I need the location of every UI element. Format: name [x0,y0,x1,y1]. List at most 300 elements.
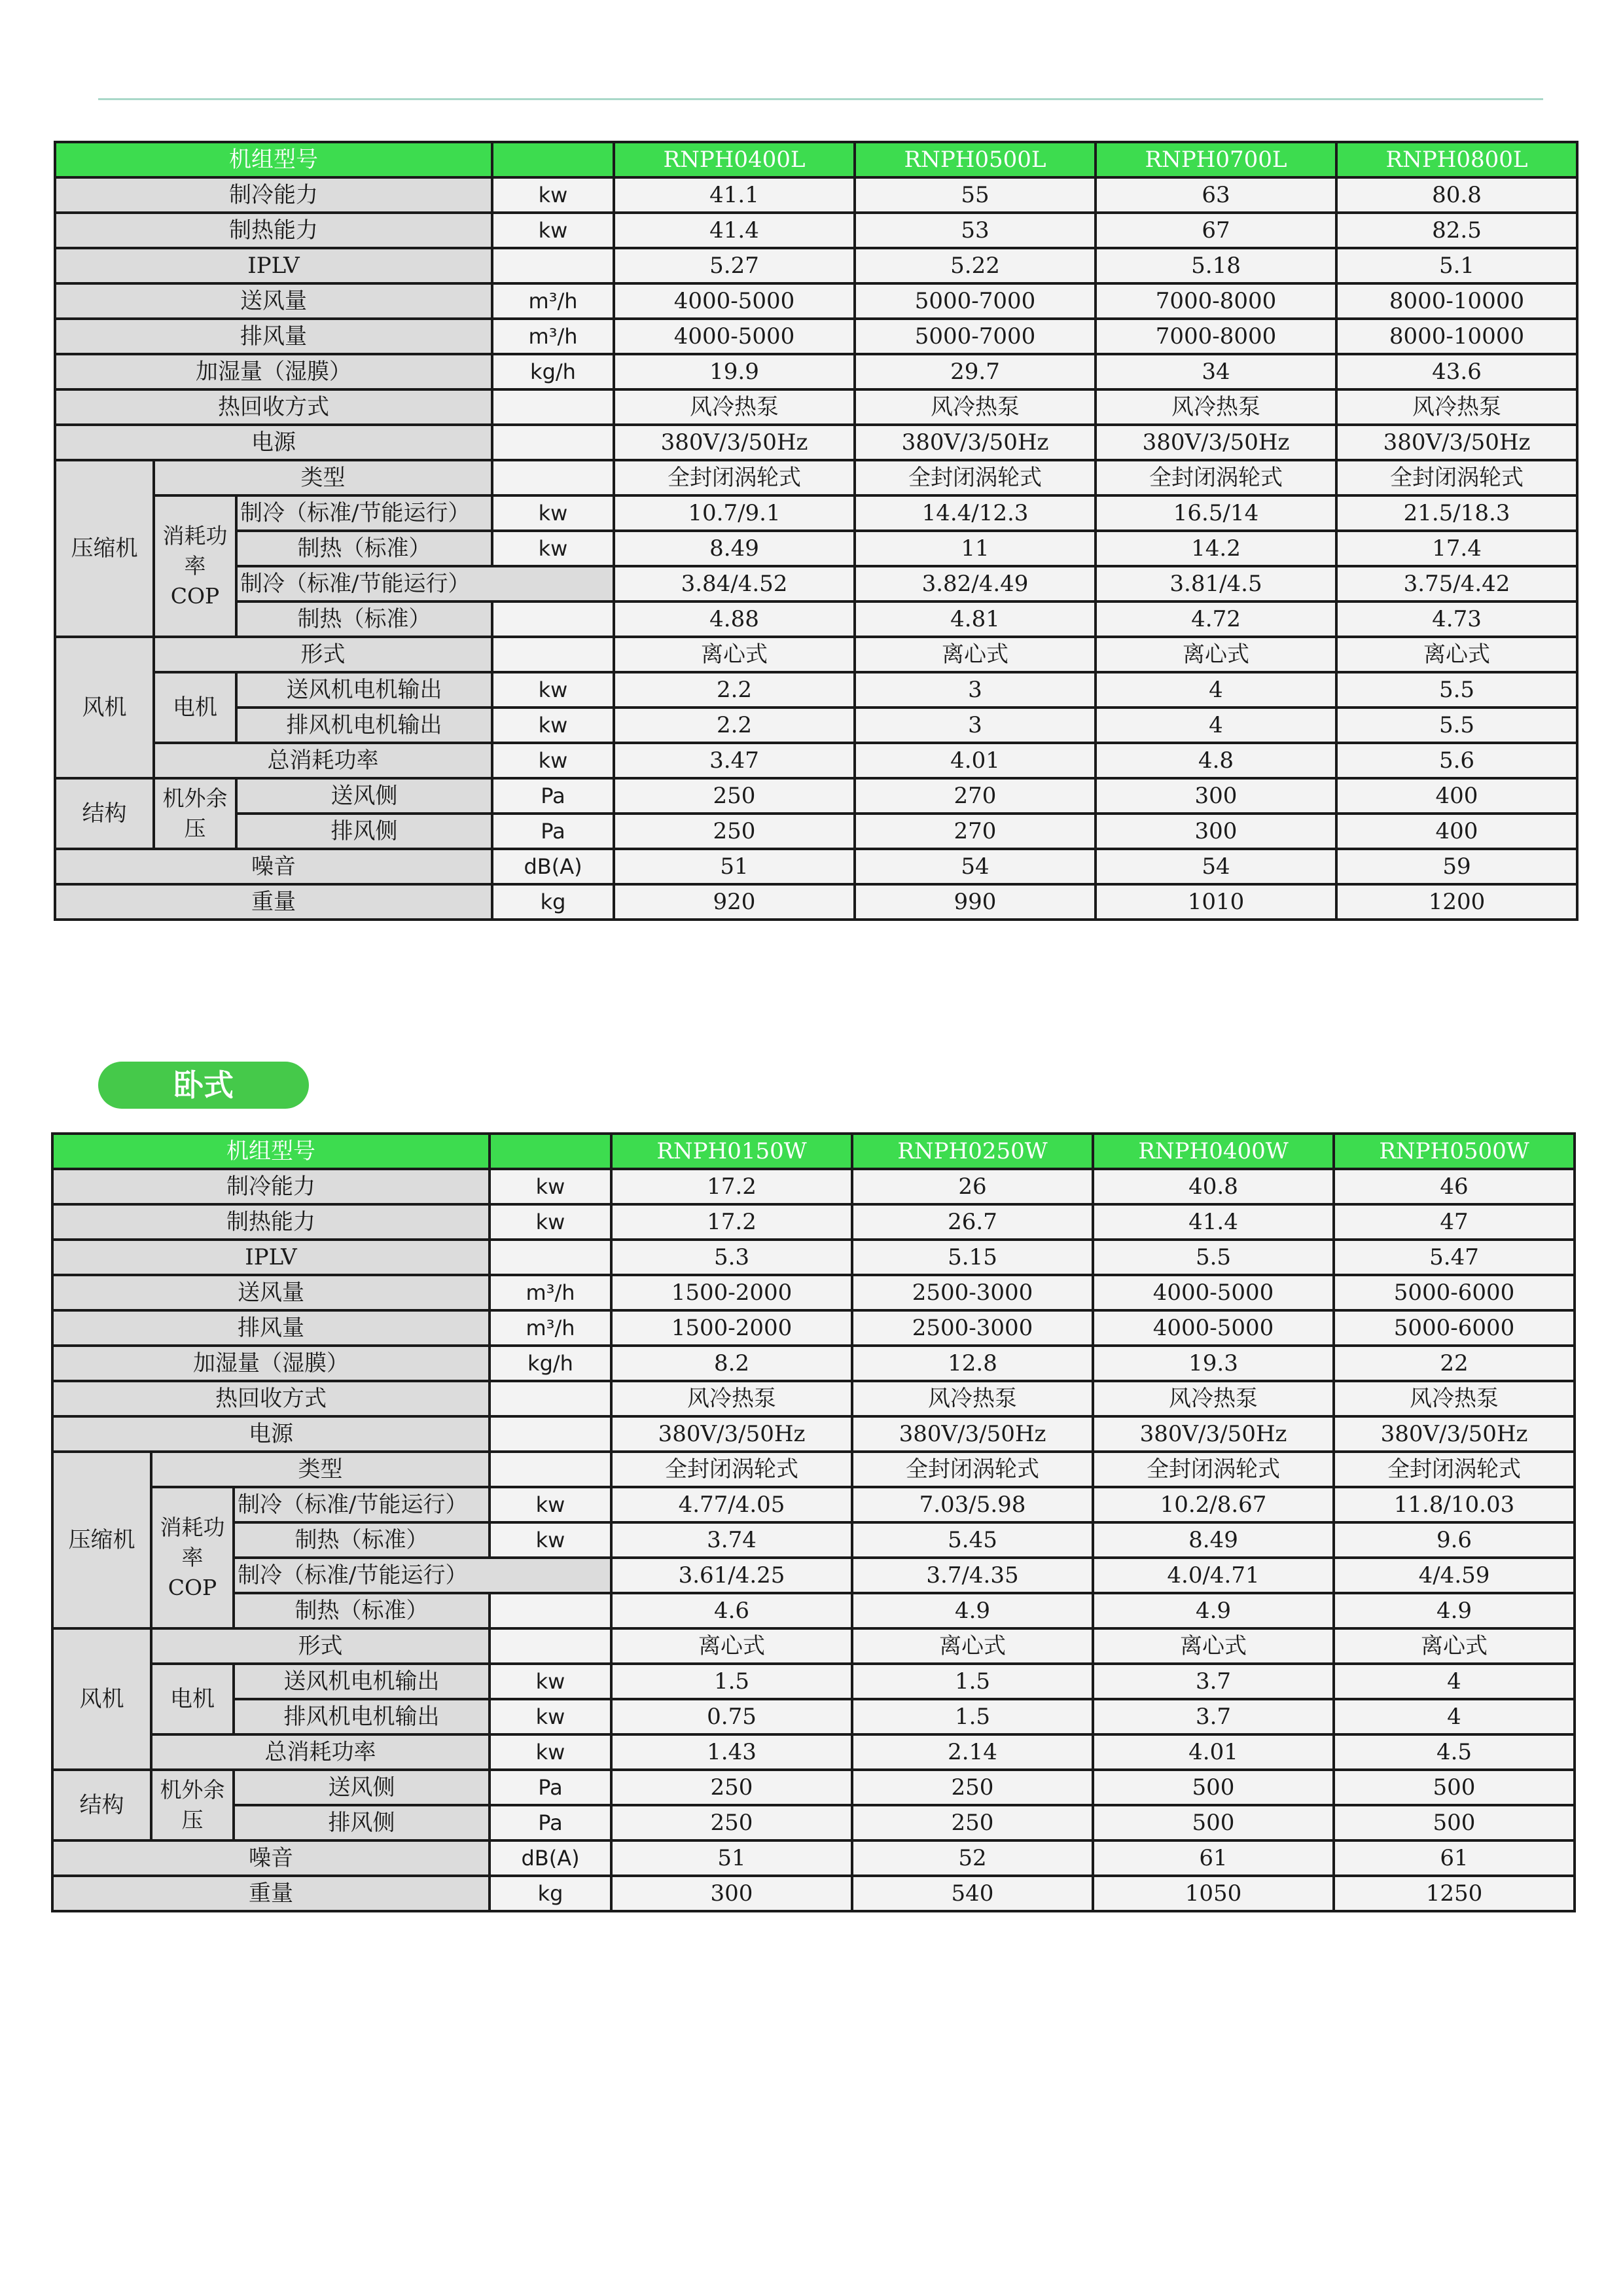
unit-cell [492,637,614,672]
value-cell: 52 [852,1840,1093,1876]
value-cell: 风冷热泵 [614,389,855,425]
value-cell: 8000-10000 [1336,319,1577,354]
value-cell: 41.4 [1093,1204,1334,1240]
unit-cell: Pa [492,778,614,814]
value-cell: 8.49 [1093,1522,1334,1558]
value-cell: 5.15 [852,1240,1093,1275]
unit-cell: m³/h [492,283,614,319]
group-label-structure: 结构 [52,1770,151,1840]
value-cell: 47 [1334,1204,1575,1240]
subgroup-label-pressure: 机外余压 [154,778,236,849]
value-cell: 400 [1336,814,1577,849]
table-row [55,319,1577,354]
table-row [55,849,1577,884]
value-cell: 46 [1334,1169,1575,1204]
value-cell: 4.72 [1096,601,1336,637]
value-cell: 全封闭涡轮式 [1334,1452,1575,1487]
value-cell: 4.9 [1334,1593,1575,1628]
value-cell: 离心式 [855,637,1096,672]
row-label: 制热（标准） [234,1522,490,1558]
row-label: 排风侧 [236,814,492,849]
unit-cell: kw [490,1487,611,1522]
table-row [55,495,1577,531]
value-cell: 4 [1096,672,1336,708]
cop-label: COP [168,1575,217,1601]
table-row [52,1487,1575,1522]
row-label: 总消耗功率 [154,743,492,778]
value-cell: 5.18 [1096,248,1336,283]
row-label: 排风量 [55,319,492,354]
value-cell: 全封闭涡轮式 [1096,460,1336,495]
value-cell: 4.6 [611,1593,852,1628]
row-label: 热回收方式 [52,1381,490,1416]
value-cell: 3.7 [1093,1699,1334,1734]
table-header-row [55,142,1577,177]
value-cell: 离心式 [1096,637,1336,672]
table-row [52,1628,1575,1664]
table-row [52,1734,1575,1770]
table-row [55,213,1577,248]
value-cell: 1.5 [852,1699,1093,1734]
value-cell: 全封闭涡轮式 [852,1452,1093,1487]
row-label: 电源 [52,1416,490,1452]
value-cell: 10.2/8.67 [1093,1487,1334,1522]
unit-cell: kg/h [490,1346,611,1381]
value-cell: 8.49 [614,531,855,566]
value-cell: 4000-5000 [614,283,855,319]
value-cell: 14.2 [1096,531,1336,566]
value-cell: 9.6 [1334,1522,1575,1558]
value-cell: 63 [1096,177,1336,213]
row-label: 加湿量（湿膜） [55,354,492,389]
subgroup-label-motor: 电机 [151,1664,234,1734]
value-cell: 3.7/4.35 [852,1558,1093,1593]
table-row [52,1522,1575,1558]
unit-cell [492,425,614,460]
value-cell: 4.9 [852,1593,1093,1628]
header-unit-cell [490,1134,611,1169]
value-cell: 5.6 [1336,743,1577,778]
value-cell: 4.01 [1093,1734,1334,1770]
value-cell: 5.45 [852,1522,1093,1558]
value-cell: 全封闭涡轮式 [614,460,855,495]
value-cell: 250 [852,1805,1093,1840]
group-label-compressor: 压缩机 [55,460,154,637]
row-label: 形式 [151,1628,490,1664]
table-row [55,425,1577,460]
value-cell: 5000-7000 [855,319,1096,354]
unit-cell: kw [490,1522,611,1558]
value-cell: 500 [1093,1805,1334,1840]
top-divider-line [98,98,1543,100]
value-cell: 4 [1096,708,1336,743]
value-cell: 4 [1334,1699,1575,1734]
unit-cell: Pa [490,1770,611,1805]
row-label: 制热（标准） [236,531,492,566]
table-row [52,1840,1575,1876]
value-cell: 3.81/4.5 [1096,566,1336,601]
value-cell: 41.4 [614,213,855,248]
table-header-row [52,1134,1575,1169]
consumption-label: 消耗功率 [162,522,228,579]
value-cell: 4 [1334,1664,1575,1699]
value-cell: 43.6 [1336,354,1577,389]
value-cell: 380V/3/50Hz [855,425,1096,460]
subgroup-label-motor: 电机 [154,672,236,743]
table-row [55,248,1577,283]
value-cell: 250 [611,1805,852,1840]
value-cell: 400 [1336,778,1577,814]
row-label: 制冷能力 [55,177,492,213]
value-cell: 21.5/18.3 [1336,495,1577,531]
value-cell: 风冷热泵 [1334,1381,1575,1416]
row-label: 排风侧 [234,1805,490,1840]
value-cell: 离心式 [611,1628,852,1664]
value-cell: 54 [1096,849,1336,884]
table-row [52,1699,1575,1734]
value-cell: 1050 [1093,1876,1334,1911]
value-cell: 380V/3/50Hz [614,425,855,460]
table-row [55,460,1577,495]
unit-cell: kw [492,177,614,213]
value-cell: 风冷热泵 [1093,1381,1334,1416]
value-cell: 4.81 [855,601,1096,637]
row-label: 热回收方式 [55,389,492,425]
unit-cell: dB(A) [490,1840,611,1876]
spec-table-vertical [54,141,1578,921]
value-cell: 300 [1096,778,1336,814]
table-row [52,1558,1575,1593]
unit-cell: kw [492,531,614,566]
value-cell: 380V/3/50Hz [1096,425,1336,460]
row-label: 排风机电机输出 [236,708,492,743]
row-label: 制冷（标准/节能运行） [236,495,492,531]
header-label: 机组型号 [52,1134,490,1169]
value-cell: 3.47 [614,743,855,778]
group-label-fan: 风机 [52,1628,151,1770]
value-cell: 500 [1334,1805,1575,1840]
value-cell: 380V/3/50Hz [852,1416,1093,1452]
value-cell: 59 [1336,849,1577,884]
value-cell: 17.4 [1336,531,1577,566]
unit-cell: kw [492,708,614,743]
unit-cell: kg [492,884,614,920]
value-cell: 3.82/4.49 [855,566,1096,601]
header-unit-cell [492,142,614,177]
value-cell: 51 [611,1840,852,1876]
value-cell: 1010 [1096,884,1336,920]
value-cell: 5.22 [855,248,1096,283]
value-cell: 14.4/12.3 [855,495,1096,531]
value-cell: 全封闭涡轮式 [1336,460,1577,495]
value-cell: 82.5 [1336,213,1577,248]
value-cell: 500 [1334,1770,1575,1805]
table-row [55,637,1577,672]
unit-cell: kw [492,213,614,248]
group-label-compressor: 压缩机 [52,1452,151,1628]
value-cell: 1.5 [611,1664,852,1699]
row-label: IPLV [52,1240,490,1275]
consumption-label: 消耗功率 [160,1514,225,1570]
value-cell: 270 [855,814,1096,849]
table-row [55,531,1577,566]
value-cell: 5.5 [1336,708,1577,743]
value-cell: 380V/3/50Hz [1336,425,1577,460]
value-cell: 离心式 [614,637,855,672]
value-cell: 61 [1334,1840,1575,1876]
table-row [55,354,1577,389]
value-cell: 4.5 [1334,1734,1575,1770]
row-label: 制热能力 [55,213,492,248]
table-row [52,1452,1575,1487]
value-cell: 0.75 [611,1699,852,1734]
table-row [55,566,1577,601]
spec-table-horizontal [51,1132,1576,1912]
row-label: 制冷能力 [52,1169,490,1204]
value-cell: 540 [852,1876,1093,1911]
table-row [52,1310,1575,1346]
header-label: 机组型号 [55,142,492,177]
table-row [52,1416,1575,1452]
value-cell: 4.8 [1096,743,1336,778]
value-cell: 4.01 [855,743,1096,778]
value-cell: 5000-6000 [1334,1310,1575,1346]
value-cell: 22 [1334,1346,1575,1381]
value-cell: 19.9 [614,354,855,389]
value-cell: 离心式 [1093,1628,1334,1664]
unit-cell: Pa [492,814,614,849]
unit-cell: kw [492,743,614,778]
value-cell: 250 [852,1770,1093,1805]
table-row [52,1664,1575,1699]
unit-cell [490,1593,611,1628]
value-cell: 2.2 [614,672,855,708]
value-cell: 53 [855,213,1096,248]
model-name: RNPH0400W [1093,1134,1334,1169]
value-cell: 55 [855,177,1096,213]
value-cell: 54 [855,849,1096,884]
row-label: 形式 [154,637,492,672]
unit-cell [492,389,614,425]
value-cell: 全封闭涡轮式 [611,1452,852,1487]
table-row [55,708,1577,743]
row-label: 加湿量（湿膜） [52,1346,490,1381]
value-cell: 3.84/4.52 [614,566,855,601]
table-row [55,778,1577,814]
row-label: 排风机电机输出 [234,1699,490,1734]
row-label: 类型 [154,460,492,495]
value-cell: 离心式 [1334,1628,1575,1664]
value-cell: 380V/3/50Hz [611,1416,852,1452]
unit-cell: kg/h [492,354,614,389]
table-row [52,1240,1575,1275]
unit-cell: kw [490,1699,611,1734]
table-row [52,1876,1575,1911]
model-name: RNPH0800L [1336,142,1577,177]
row-label: 排风量 [52,1310,490,1346]
value-cell: 4.9 [1093,1593,1334,1628]
value-cell: 250 [611,1770,852,1805]
unit-cell [490,1452,611,1487]
value-cell: 250 [614,778,855,814]
row-label: 制冷（标准/节能运行） [236,566,614,601]
table-row [55,672,1577,708]
table-row [52,1204,1575,1240]
value-cell: 67 [1096,213,1336,248]
value-cell: 16.5/14 [1096,495,1336,531]
row-label: 电源 [55,425,492,460]
value-cell: 920 [614,884,855,920]
value-cell: 40.8 [1093,1169,1334,1204]
unit-cell: kw [490,1204,611,1240]
value-cell: 41.1 [614,177,855,213]
value-cell: 5.5 [1336,672,1577,708]
row-label: 送风侧 [236,778,492,814]
value-cell: 300 [611,1876,852,1911]
value-cell: 1500-2000 [611,1275,852,1310]
model-name: RNPH0700L [1096,142,1336,177]
value-cell: 8.2 [611,1346,852,1381]
table-row [55,389,1577,425]
table-row [55,743,1577,778]
value-cell: 1200 [1336,884,1577,920]
unit-cell: dB(A) [492,849,614,884]
table-row [55,283,1577,319]
value-cell: 3.61/4.25 [611,1558,852,1593]
value-cell: 19.3 [1093,1346,1334,1381]
value-cell: 34 [1096,354,1336,389]
value-cell: 1.5 [852,1664,1093,1699]
row-label: 制热能力 [52,1204,490,1240]
unit-cell [490,1628,611,1664]
value-cell: 61 [1093,1840,1334,1876]
value-cell: 风冷热泵 [611,1381,852,1416]
value-cell: 7.03/5.98 [852,1487,1093,1522]
row-label: 送风量 [52,1275,490,1310]
value-cell: 51 [614,849,855,884]
model-name: RNPH0250W [852,1134,1093,1169]
unit-cell: kw [490,1664,611,1699]
row-label: 制冷（标准/节能运行） [234,1558,611,1593]
unit-cell: kw [492,495,614,531]
value-cell: 5000-6000 [1334,1275,1575,1310]
value-cell: 4000-5000 [1093,1310,1334,1346]
model-name: RNPH0500L [855,142,1096,177]
model-name: RNPH0400L [614,142,855,177]
unit-cell: m³/h [492,319,614,354]
value-cell: 11.8/10.03 [1334,1487,1575,1522]
value-cell: 5.27 [614,248,855,283]
unit-cell: kg [490,1876,611,1911]
table-row [55,601,1577,637]
subgroup-label-consumption-cop [154,495,236,637]
unit-cell: kw [492,672,614,708]
value-cell: 250 [614,814,855,849]
value-cell: 80.8 [1336,177,1577,213]
value-cell: 5000-7000 [855,283,1096,319]
value-cell: 270 [855,778,1096,814]
row-label: 制热（标准） [234,1593,490,1628]
value-cell: 1.43 [611,1734,852,1770]
value-cell: 风冷热泵 [855,389,1096,425]
value-cell: 3.75/4.42 [1336,566,1577,601]
subgroup-label-consumption-cop [151,1487,234,1628]
value-cell: 12.8 [852,1346,1093,1381]
table-row [55,814,1577,849]
value-cell: 3.74 [611,1522,852,1558]
value-cell: 2.2 [614,708,855,743]
row-label: 制冷（标准/节能运行） [234,1487,490,1522]
value-cell: 1250 [1334,1876,1575,1911]
table-row [52,1770,1575,1805]
row-label: 总消耗功率 [151,1734,490,1770]
value-cell: 4.73 [1336,601,1577,637]
value-cell: 5.5 [1093,1240,1334,1275]
value-cell: 2500-3000 [852,1310,1093,1346]
cop-label: COP [170,583,220,609]
value-cell: 5.47 [1334,1240,1575,1275]
value-cell: 17.2 [611,1169,852,1204]
value-cell: 全封闭涡轮式 [855,460,1096,495]
row-label: 噪音 [52,1840,490,1876]
unit-cell [490,1381,611,1416]
value-cell: 990 [855,884,1096,920]
value-cell: 5.3 [611,1240,852,1275]
section-title-horizontal: 卧式 [98,1062,309,1109]
table-row [52,1593,1575,1628]
value-cell: 7000-8000 [1096,319,1336,354]
value-cell: 29.7 [855,354,1096,389]
unit-cell: kw [490,1169,611,1204]
value-cell: 2500-3000 [852,1275,1093,1310]
value-cell: 全封闭涡轮式 [1093,1452,1334,1487]
value-cell: 500 [1093,1770,1334,1805]
group-label-fan: 风机 [55,637,154,778]
value-cell: 8000-10000 [1336,283,1577,319]
unit-cell [490,1240,611,1275]
value-cell: 4000-5000 [1093,1275,1334,1310]
value-cell: 离心式 [1336,637,1577,672]
value-cell: 300 [1096,814,1336,849]
value-cell: 1500-2000 [611,1310,852,1346]
row-label: IPLV [55,248,492,283]
table-row [55,884,1577,920]
unit-cell [490,1416,611,1452]
value-cell: 5.1 [1336,248,1577,283]
unit-cell: m³/h [490,1275,611,1310]
row-label: 重量 [55,884,492,920]
row-label: 类型 [151,1452,490,1487]
row-label: 送风量 [55,283,492,319]
value-cell: 3.7 [1093,1664,1334,1699]
row-label: 送风机电机输出 [236,672,492,708]
unit-cell [492,460,614,495]
unit-cell: kw [490,1734,611,1770]
row-label: 送风机电机输出 [234,1664,490,1699]
row-label: 噪音 [55,849,492,884]
value-cell: 380V/3/50Hz [1093,1416,1334,1452]
table-row [52,1346,1575,1381]
value-cell: 2.14 [852,1734,1093,1770]
model-name: RNPH0150W [611,1134,852,1169]
model-name: RNPH0500W [1334,1134,1575,1169]
value-cell: 11 [855,531,1096,566]
value-cell: 26 [852,1169,1093,1204]
value-cell: 3 [855,672,1096,708]
table-row [52,1169,1575,1204]
unit-cell [492,248,614,283]
value-cell: 4.0/4.71 [1093,1558,1334,1593]
